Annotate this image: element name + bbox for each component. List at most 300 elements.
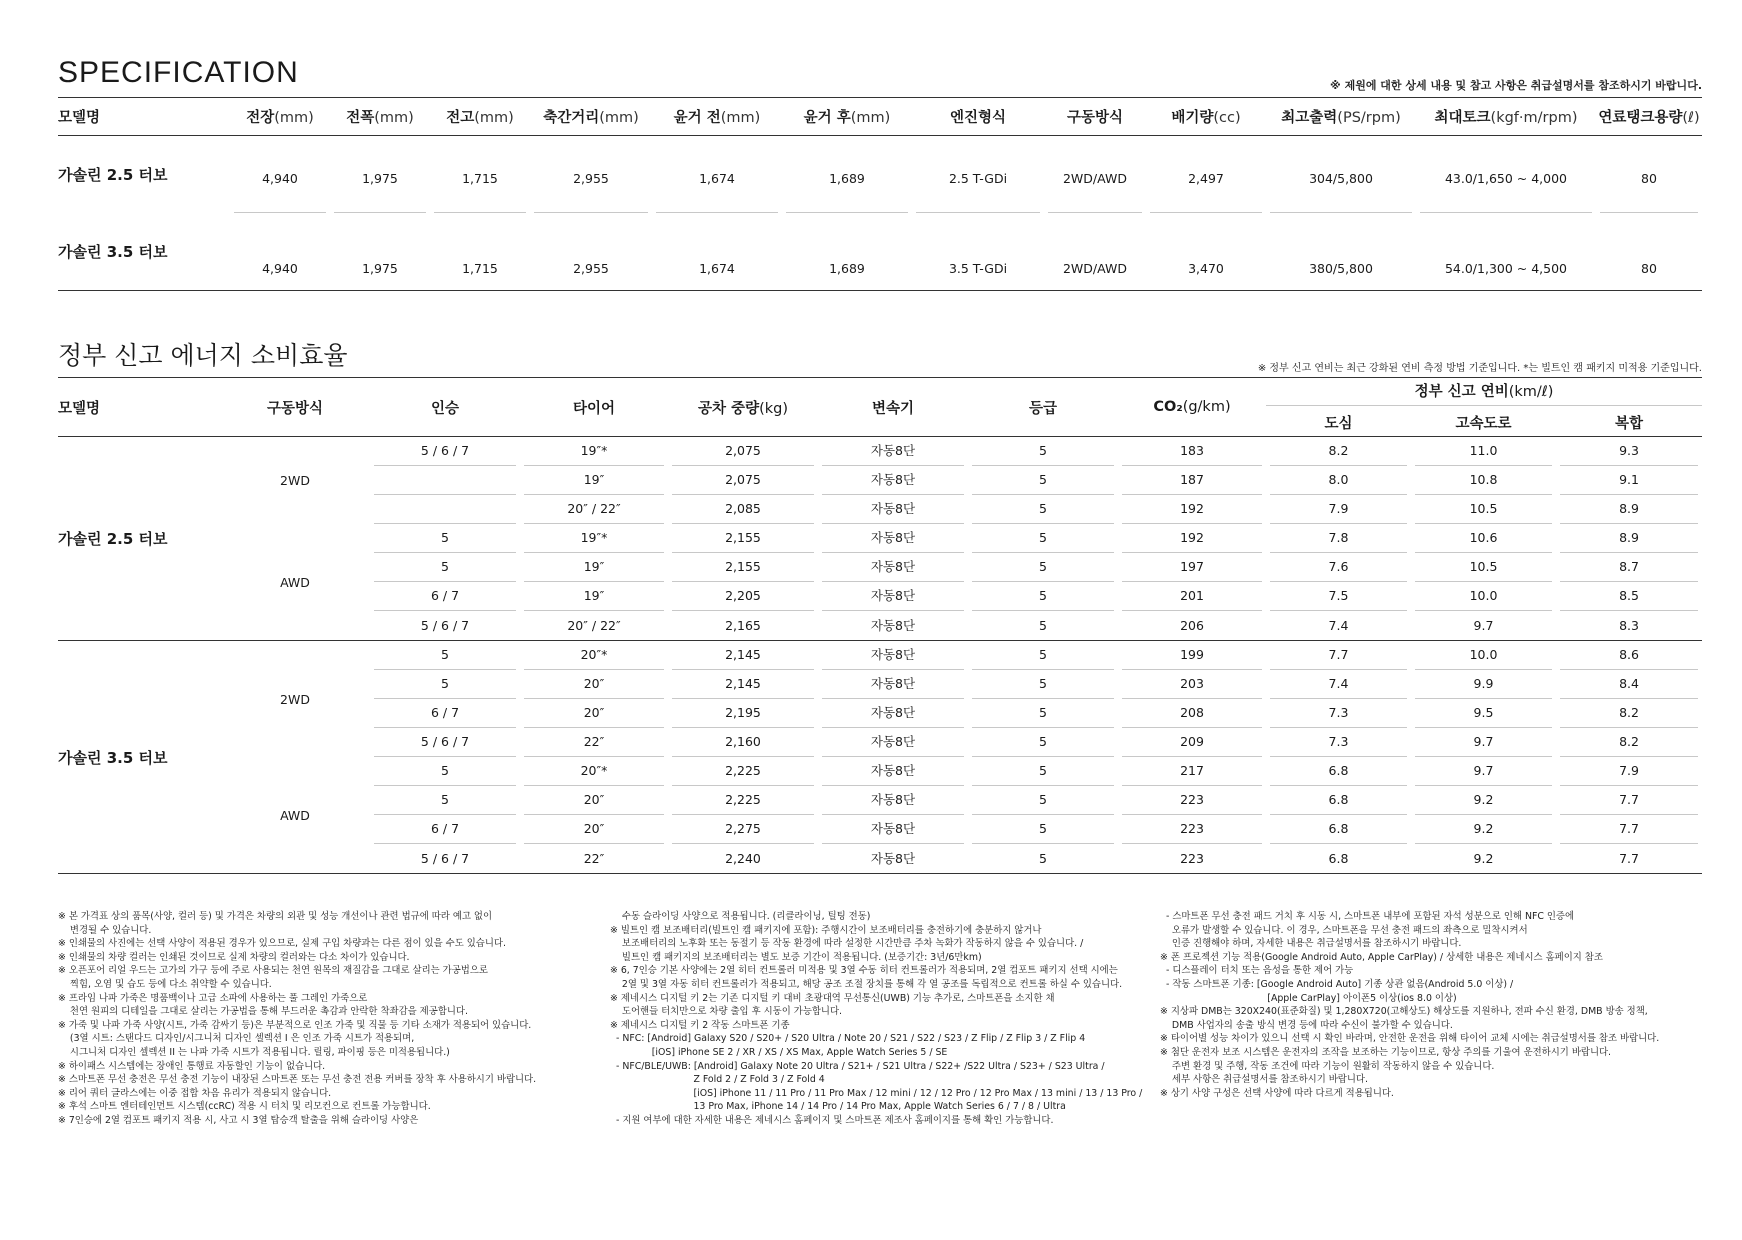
efficiency-cell-tire: [520, 728, 668, 757]
efficiency-cell-combined: [1556, 611, 1702, 641]
efficiency-cell-weight: [668, 611, 818, 641]
efficiency-cell-weight: [668, 582, 818, 611]
efficiency-cell-tire: [520, 524, 668, 553]
efficiency-value: 206: [1180, 617, 1204, 633]
efficiency-value: 19″*: [524, 524, 664, 553]
efficiency-cell-trans: [818, 553, 968, 582]
efficiency-cell-trans: [818, 437, 968, 466]
efficiency-cell-co2: [1118, 757, 1266, 786]
efficiency-cell-highway: [1411, 844, 1556, 874]
efficiency-cell-combined: [1556, 495, 1702, 524]
efficiency-cell-co2: [1118, 641, 1266, 670]
spec-header-label: 전폭: [346, 110, 375, 126]
efficiency-value: 22″: [524, 728, 664, 757]
efficiency-row: [58, 757, 1702, 786]
efficiency-value: 6 / 7: [374, 815, 516, 844]
spec-cell-value: 1,975: [334, 162, 426, 213]
efficiency-value: 5: [972, 786, 1114, 815]
efficiency-cell-weight: [668, 699, 818, 728]
efficiency-value: 자동8단: [822, 553, 964, 582]
efficiency-cell-combined: [1556, 786, 1702, 815]
footnote-line: - NFC: [Android] Galaxy S20 / S20+ / S20 Ultra / Note 20 / S21 / S22 / S23 / Z Flip / Z Flip 3 / Z Flip 4: [610, 1033, 1086, 1045]
spec-header-unit: (mm): [274, 110, 314, 126]
efficiency-value: 20″*: [524, 641, 664, 670]
efficiency-value: 6.8: [1270, 757, 1407, 786]
efficiency-cell-weight: [668, 553, 818, 582]
efficiency-cell-trans: [818, 699, 968, 728]
footnote-line: [iOS] iPhone 11 / 11 Pro / 11 Pro Max / 12 mini / 12 / 12 Pro / 12 Pro Max / 13 mini / 13 / 13 Pro /: [610, 1087, 1143, 1099]
efficiency-value: 201: [1122, 582, 1262, 611]
spec-header-cell: [1596, 97, 1702, 136]
efficiency-value: 2,160: [672, 728, 814, 757]
efficiency-value: 7.6: [1270, 553, 1407, 582]
efficiency-value: 5: [972, 670, 1114, 699]
efficiency-value: 7.7: [1560, 815, 1698, 844]
efficiency-cell-trans: [818, 757, 968, 786]
efficiency-cell-seats: [370, 582, 520, 611]
efficiency-row: [58, 524, 1702, 553]
spec-header-label: 최대토크: [1434, 110, 1491, 126]
efficiency-value: 자동8단: [822, 641, 964, 670]
efficiency-value: 11.0: [1415, 437, 1552, 466]
efficiency-value: 208: [1122, 699, 1262, 728]
efficiency-value: 2,240: [725, 850, 761, 866]
efficiency-cell-city: [1266, 495, 1411, 524]
efficiency-cell-highway: [1411, 786, 1556, 815]
spec-cell: [1044, 213, 1146, 291]
efficiency-value: 9.3: [1560, 437, 1698, 466]
efficiency-cell-seats: [370, 728, 520, 757]
spec-cell-value: 304/5,800: [1270, 162, 1412, 213]
efficiency-cell-grade: [968, 553, 1118, 582]
efficiency-cell-co2: [1118, 582, 1266, 611]
footnote-line: 천연 원피의 디테일을 그대로 살리는 가공법을 통해 부드러운 촉감과 안락한 착좌감을 제공합니다.: [58, 1006, 468, 1018]
spec-cell: [652, 136, 782, 213]
spec-header-unit: (cc): [1213, 110, 1241, 126]
spec-table: [58, 97, 1702, 291]
efficiency-cell-highway: [1411, 757, 1556, 786]
efficiency-value: 6.8: [1270, 786, 1407, 815]
efficiency-value: 8.4: [1560, 670, 1698, 699]
efficiency-value: 22″: [583, 850, 605, 866]
efficiency-cell-seats: [370, 611, 520, 641]
efficiency-row: [58, 641, 1702, 670]
efficiency-cell-highway: [1411, 728, 1556, 757]
efficiency-cell-tire: [520, 582, 668, 611]
spec-cell-value: 4,940: [234, 162, 326, 213]
efficiency-cell-city: [1266, 844, 1411, 874]
efficiency-value: 5: [972, 757, 1114, 786]
efficiency-value: 자동8단: [822, 437, 964, 466]
efficiency-cell-seats: [370, 437, 520, 466]
efficiency-cell-grade: [968, 728, 1118, 757]
header-fuel-group: 정부 신고 연비(km/ℓ): [1266, 377, 1702, 408]
header-seats: 인승: [370, 377, 520, 437]
efficiency-cell-grade: [968, 844, 1118, 874]
efficiency-cell-grade: [968, 757, 1118, 786]
efficiency-cell-weight: [668, 524, 818, 553]
footnote-line: 수동 슬라이딩 사양으로 적용됩니다. (리클라이닝, 틸팅 전동): [610, 911, 871, 922]
efficiency-cell-co2: [1118, 495, 1266, 524]
efficiency-value: 20″: [524, 699, 664, 728]
efficiency-value: 5: [972, 582, 1114, 611]
spec-cell-value: 80: [1641, 260, 1657, 276]
efficiency-value: 5 / 6 / 7: [420, 850, 470, 866]
efficiency-cell-tire: [520, 786, 668, 815]
spec-header-label: 배기량: [1171, 110, 1214, 126]
spec-cell-value: 4,940: [262, 260, 298, 276]
efficiency-cell-city: [1266, 670, 1411, 699]
efficiency-value: [374, 495, 516, 524]
efficiency-value: 20″: [524, 786, 664, 815]
efficiency-cell-city: [1266, 728, 1411, 757]
efficiency-cell-trans: [818, 728, 968, 757]
efficiency-cell-grade: [968, 524, 1118, 553]
spec-cell: [912, 136, 1044, 213]
efficiency-value: 5: [374, 641, 516, 670]
footnote-line: ※ 본 가격표 상의 품목(사양, 컬러 등) 및 가격은 차량의 외관 및 성능 개선이나 관련 법규에 따라 예고 없이: [58, 911, 493, 922]
efficiency-cell-tire: [520, 437, 668, 466]
footnote-line: ※ 스마트폰 무선 충전은 무선 충전 기능이 내장된 스마트폰 또는 무선 충전 전용 커버를 장착 후 사용하시기 바랍니다.: [58, 1074, 537, 1086]
efficiency-cell-co2: [1118, 815, 1266, 844]
spec-header-cell: [912, 97, 1044, 136]
efficiency-cell-grade: [968, 786, 1118, 815]
footnote-line: ※ 인쇄물의 사진에는 선택 사양이 적용된 경우가 있으므로, 실제 구입 차량과는 다른 점이 있을 수도 있습니다.: [58, 938, 506, 950]
efficiency-value: 2,225: [672, 786, 814, 815]
efficiency-value: 5 / 6 / 7: [420, 617, 470, 633]
spec-cell: [530, 136, 652, 213]
footnote-line: ※ 빌트인 캠 보조배터리(빌트인 캠 패키지에 포함): 주행시간이 보조배터리를 충전하기에 충분하지 않거나: [610, 924, 1042, 936]
spec-header-unit: (mm): [374, 110, 414, 126]
efficiency-cell-city: [1266, 524, 1411, 553]
efficiency-cell-city: [1266, 582, 1411, 611]
efficiency-cell-highway: [1411, 670, 1556, 699]
efficiency-value: 5: [972, 728, 1114, 757]
spec-cell-value: 1,674: [699, 260, 735, 276]
efficiency-cell-seats: [370, 786, 520, 815]
efficiency-value: 9.1: [1560, 466, 1698, 495]
spec-cell: [912, 213, 1044, 291]
efficiency-value: 9.2: [1415, 786, 1552, 815]
efficiency-cell-trans: [818, 670, 968, 699]
spec-header-cell: [1146, 97, 1266, 136]
efficiency-value: 19″: [524, 466, 664, 495]
footnote-line: ※ 제네시스 디지털 키 2 작동 스마트폰 기종: [610, 1019, 790, 1031]
efficiency-value: 자동8단: [870, 850, 916, 866]
spec-header-label: 연료탱크용량: [1598, 110, 1683, 126]
spec-note: ※ 제원에 대한 상세 내용 및 참고 사항은 취급설명서를 참조하시기 바랍니다.: [1330, 79, 1702, 92]
efficiency-value: 자동8단: [822, 815, 964, 844]
efficiency-value: 20″: [524, 815, 664, 844]
efficiency-cell-grade: [968, 437, 1118, 466]
efficiency-cell-trans: [818, 786, 968, 815]
efficiency-value: [374, 466, 516, 495]
footnote-line: ※ 제네시스 디지털 키 2는 기존 디지털 키 대비 초광대역 무선통신(UWB) 기능 추가로, 스마트폰을 소지한 채: [610, 992, 1055, 1004]
efficiency-value: 8.3: [1619, 617, 1639, 633]
footnote-line: 2열 및 3열 자동 히터 컨트롤러가 적용되고, 해당 공조 조절 장치를 통해 각 열 공조를 독립적으로 컨트롤 하실 수 있습니다.: [610, 978, 1123, 990]
efficiency-value: 2,155: [672, 524, 814, 553]
efficiency-cell-co2: [1118, 844, 1266, 874]
efficiency-model-name: 가솔린 3.5 터보: [58, 641, 220, 874]
spec-header-label: 전장: [246, 110, 275, 126]
footnote-line: 인증 진행해야 하며, 자세한 내용은 취급설명서를 참조하시기 바랍니다.: [1160, 938, 1462, 950]
efficiency-value: 217: [1122, 757, 1262, 786]
efficiency-value: 7.3: [1270, 699, 1407, 728]
spec-header-row: [58, 97, 1702, 136]
efficiency-value: 20″*: [524, 757, 664, 786]
header-model: 모델명: [58, 377, 220, 437]
efficiency-value: 10.5: [1415, 553, 1552, 582]
efficiency-row: [58, 437, 1702, 466]
efficiency-value: 자동8단: [822, 495, 964, 524]
spec-cell-value: 380/5,800: [1309, 260, 1373, 276]
efficiency-value: 8.6: [1560, 641, 1698, 670]
spec-cell-value: 1,715: [462, 260, 498, 276]
efficiency-value: 5: [374, 757, 516, 786]
efficiency-cell-weight: [668, 670, 818, 699]
spec-cell: [1416, 213, 1596, 291]
spec-header-cell: [652, 97, 782, 136]
efficiency-value: 자동8단: [822, 786, 964, 815]
efficiency-value: 5: [972, 466, 1114, 495]
spec-header-cell: [1266, 97, 1416, 136]
efficiency-cell-co2: [1118, 466, 1266, 495]
efficiency-cell-combined: [1556, 757, 1702, 786]
efficiency-cell-highway: [1411, 466, 1556, 495]
efficiency-cell-co2: [1118, 553, 1266, 582]
efficiency-cell-grade: [968, 670, 1118, 699]
spec-header-label: 윤거 전: [673, 110, 721, 126]
efficiency-value: 19″: [524, 553, 664, 582]
efficiency-value: 7.5: [1270, 582, 1407, 611]
efficiency-cell-seats: [370, 844, 520, 874]
efficiency-value: 9.7: [1415, 728, 1552, 757]
efficiency-value: 자동8단: [822, 670, 964, 699]
footnote-line: ※ 타이어별 성능 차이가 있으니 선택 시 확인 바라며, 안전한 운전을 위해 타이어 교체 시에는 취급설명서를 참조 바랍니다.: [1160, 1033, 1660, 1045]
efficiency-note: ※ 정부 신고 연비는 최근 강화된 연비 측정 방법 기준입니다. *는 빌트인 캠 패키지 미적용 기준입니다.: [1257, 363, 1702, 374]
spec-cell: [230, 213, 330, 291]
efficiency-value: 2,205: [672, 582, 814, 611]
footnotes-column-3: [1160, 910, 1659, 1100]
efficiency-value: 10.8: [1415, 466, 1552, 495]
footnote-line: 찍힘, 오염 및 습도 등에 다소 취약할 수 있습니다.: [58, 978, 272, 990]
efficiency-cell-combined: [1556, 844, 1702, 874]
efficiency-cell-tire: [520, 757, 668, 786]
spec-cell: [1416, 136, 1596, 213]
header-combined: 복합: [1556, 408, 1702, 437]
spec-header-unit: (mm): [720, 110, 761, 126]
efficiency-cell-tire: [520, 553, 668, 582]
footnote-line: ※ 후석 스마트 엔터테인먼트 시스템(ccRC) 적용 시 터치 및 리모컨으로 컨트롤 가능합니다.: [58, 1101, 431, 1113]
efficiency-cell-weight: [668, 495, 818, 524]
efficiency-value: 7.9: [1560, 757, 1698, 786]
header-transmission: 변속기: [818, 377, 968, 437]
footnote-line: 13 Pro Max, iPhone 14 / 14 Pro / 14 Pro Max, Apple Watch Series 6 / 7 / 8 / Ultra: [610, 1101, 1066, 1113]
footnote-line: 보조배터리의 노후화 또는 동절기 등 작동 환경에 따라 설정한 시간만큼 주차 녹화가 작동하지 않을 수 있습니다. /: [610, 938, 1084, 950]
spec-cell-value: 1,689: [786, 162, 908, 213]
efficiency-cell-seats: [370, 524, 520, 553]
spec-cell: [1596, 213, 1702, 291]
efficiency-cell-co2: [1118, 786, 1266, 815]
spec-cell-value: 1,715: [434, 162, 526, 213]
efficiency-value: 192: [1122, 524, 1262, 553]
efficiency-value: 5 / 6 / 7: [374, 437, 516, 466]
efficiency-value: 10.6: [1415, 524, 1552, 553]
efficiency-value: 7.3: [1270, 728, 1407, 757]
efficiency-cell-grade: [968, 611, 1118, 641]
efficiency-cell-co2: [1118, 524, 1266, 553]
efficiency-value: 8.7: [1560, 553, 1698, 582]
spec-row: [58, 136, 1702, 213]
footnote-line: ※ 지상파 DMB는 320X240(표준화질) 및 1,280X720(고해상도) 해상도를 지원하나, 전파 수신 환경, DMB 방송 정책,: [1160, 1006, 1648, 1018]
efficiency-value: 5: [374, 786, 516, 815]
efficiency-value: 8.2: [1560, 728, 1698, 757]
efficiency-value: 5: [972, 437, 1114, 466]
efficiency-value: 2,085: [672, 495, 814, 524]
efficiency-value: 223: [1180, 850, 1204, 866]
efficiency-cell-city: [1266, 553, 1411, 582]
efficiency-value: 자동8단: [822, 466, 964, 495]
efficiency-cell-highway: [1411, 524, 1556, 553]
header-highway: 고속도로: [1411, 408, 1556, 437]
efficiency-cell-weight: [668, 641, 818, 670]
spec-cell-value: 1,975: [362, 260, 398, 276]
efficiency-cell-co2: [1118, 728, 1266, 757]
efficiency-value: 223: [1122, 786, 1262, 815]
efficiency-cell-seats: [370, 699, 520, 728]
footnote-line: - 스마트폰 무선 충전 패드 거치 후 시동 시, 스마트폰 내부에 포함된 자석 성분으로 인해 NFC 인증에: [1160, 911, 1575, 922]
footnote-line: 빌트인 캠 패키지의 보조배터리는 별도 보증 기간이 적용됩니다. (보증기간: 3년/6만km): [610, 951, 982, 963]
footnote-line: [Apple CarPlay] 아이폰5 이상(ios 8.0 이상): [1160, 992, 1457, 1004]
efficiency-value: 2,145: [672, 641, 814, 670]
efficiency-value: 7.4: [1270, 670, 1407, 699]
efficiency-value: 2,155: [672, 553, 814, 582]
efficiency-value: 197: [1122, 553, 1262, 582]
efficiency-value: 223: [1122, 815, 1262, 844]
footnote-line: 도어핸들 터치만으로 차량 출입 후 시동이 가능합니다.: [610, 1006, 843, 1018]
header-weight: 공차 중량(kg): [668, 377, 818, 437]
spec-header-label: 구동방식: [1066, 110, 1124, 126]
spec-header-unit: (mm): [474, 110, 514, 126]
efficiency-cell-weight: [668, 757, 818, 786]
spec-header-unit: (mm): [850, 110, 891, 126]
efficiency-value: 20″: [524, 670, 664, 699]
efficiency-cell-highway: [1411, 582, 1556, 611]
spec-cell: [1146, 136, 1266, 213]
footnote-line: 변경될 수 있습니다.: [58, 924, 152, 936]
efficiency-cell-combined: [1556, 524, 1702, 553]
efficiency-cell-city: [1266, 437, 1411, 466]
spec-cell-value: 2WD/AWD: [1048, 162, 1142, 213]
footnote-line: ※ 하이패스 시스템에는 장애인 통행료 자동할인 기능이 없습니다.: [58, 1060, 326, 1072]
spec-cell-value: 2,955: [534, 162, 648, 213]
spec-cell: [1146, 213, 1266, 291]
efficiency-value: 2,075: [672, 466, 814, 495]
efficiency-value: 20″ / 22″: [524, 495, 664, 524]
efficiency-cell-tire: [520, 611, 668, 641]
spec-cell: [330, 213, 430, 291]
footnote-line: ※ 인쇄물의 차량 컬러는 인쇄된 것이므로 실제 차량의 컬러와는 다소 차이가 있습니다.: [58, 951, 410, 963]
efficiency-cell-co2: [1118, 670, 1266, 699]
efficiency-value: 자동8단: [822, 524, 964, 553]
header-drive: 구동방식: [220, 377, 370, 437]
efficiency-cell-combined: [1556, 553, 1702, 582]
footnote-line: ※ 오픈포어 리얼 우드는 고가의 가구 등에 주로 사용되는 천연 원목의 재질감을 그대로 살리는 가공법으로: [58, 965, 488, 977]
efficiency-cell-tire: [520, 699, 668, 728]
header-co2: CO₂(g/km): [1118, 377, 1266, 437]
efficiency-cell-seats: [370, 670, 520, 699]
spec-cell: [782, 136, 912, 213]
efficiency-cell-seats: [370, 641, 520, 670]
efficiency-cell-tire: [520, 815, 668, 844]
footnote-line: - 디스플레이 터치 또는 음성을 통한 제어 가능: [1160, 965, 1354, 977]
efficiency-value: 203: [1122, 670, 1262, 699]
spec-cell: [530, 213, 652, 291]
footnotes-column-1: [58, 910, 536, 1128]
spec-cell-value: 43.0/1,650 ~ 4,000: [1420, 162, 1592, 213]
efficiency-cell-highway: [1411, 611, 1556, 641]
efficiency-value: 8.5: [1560, 582, 1698, 611]
spec-header-label: 윤거 후: [803, 110, 851, 126]
efficiency-drive: 2WD: [280, 473, 310, 488]
spec-model-name: 가솔린 2.5 터보: [58, 166, 168, 184]
efficiency-cell-city: [1266, 786, 1411, 815]
efficiency-cell-combined: [1556, 670, 1702, 699]
efficiency-cell-co2: [1118, 437, 1266, 466]
efficiency-cell-co2: [1118, 699, 1266, 728]
efficiency-value: 자동8단: [822, 582, 964, 611]
efficiency-value: 8.2: [1560, 699, 1698, 728]
efficiency-cell-seats: [370, 757, 520, 786]
efficiency-cell-weight: [668, 728, 818, 757]
efficiency-cell-highway: [1411, 815, 1556, 844]
efficiency-cell-city: [1266, 611, 1411, 641]
spec-cell-value: 1,674: [656, 162, 778, 213]
efficiency-value: 9.2: [1415, 815, 1552, 844]
efficiency-drive: 2WD: [280, 691, 310, 707]
footnote-line: ※ 상기 사양 구성은 선택 사양에 따라 다르게 적용됩니다.: [1160, 1087, 1394, 1099]
spec-header-cell: [1044, 97, 1146, 136]
footnote-line: 주변 환경 및 주행, 작동 조건에 따라 기능이 원활히 작동하지 않을 수 있습니다.: [1160, 1060, 1495, 1072]
efficiency-cell-grade: [968, 641, 1118, 670]
efficiency-value: 8.9: [1560, 495, 1698, 524]
efficiency-cell-grade: [968, 466, 1118, 495]
efficiency-value: 5: [972, 815, 1114, 844]
efficiency-cell-tire: [520, 670, 668, 699]
footnote-line: - 작동 스마트폰 기종: [Google Android Auto] 기종 상관 없음(Android 5.0 이상) /: [1160, 978, 1514, 990]
footnote-line: ※ 가죽 및 나파 가죽 사양(시트, 가죽 감싸기 등)은 부분적으로 인조 가죽 및 직물 등 기타 소재가 적용되어 있습니다.: [58, 1019, 532, 1031]
spec-cell: [1266, 136, 1416, 213]
footnote-line: ※ 프라임 나파 가죽은 명품백이나 고급 소파에 사용하는 풀 그레인 가죽으로: [58, 992, 368, 1004]
spec-header-label: 전고: [446, 110, 475, 126]
efficiency-value: 6 / 7: [374, 582, 516, 611]
efficiency-cell-seats: [370, 466, 520, 495]
efficiency-value: 2,145: [672, 670, 814, 699]
spec-cell-value: 2WD/AWD: [1062, 260, 1127, 276]
efficiency-cell-weight: [668, 815, 818, 844]
spec-cell-value: 2.5 T-GDi: [916, 162, 1040, 213]
efficiency-cell-weight: [668, 786, 818, 815]
efficiency-value: 19″*: [524, 437, 664, 466]
footnote-line: - 지원 여부에 대한 자세한 내용은 제네시스 홈페이지 및 스마트폰 제조사 홈페이지를 통해 확인 가능합니다.: [610, 1114, 1054, 1126]
efficiency-cell-tire: [520, 495, 668, 524]
efficiency-cell-trans: [818, 524, 968, 553]
efficiency-cell-trans: [818, 466, 968, 495]
efficiency-model-name: 가솔린 2.5 터보: [58, 437, 220, 641]
spec-header-unit: (PS/rpm): [1337, 110, 1401, 126]
efficiency-value: 2,165: [725, 617, 761, 633]
spec-cell: [330, 136, 430, 213]
